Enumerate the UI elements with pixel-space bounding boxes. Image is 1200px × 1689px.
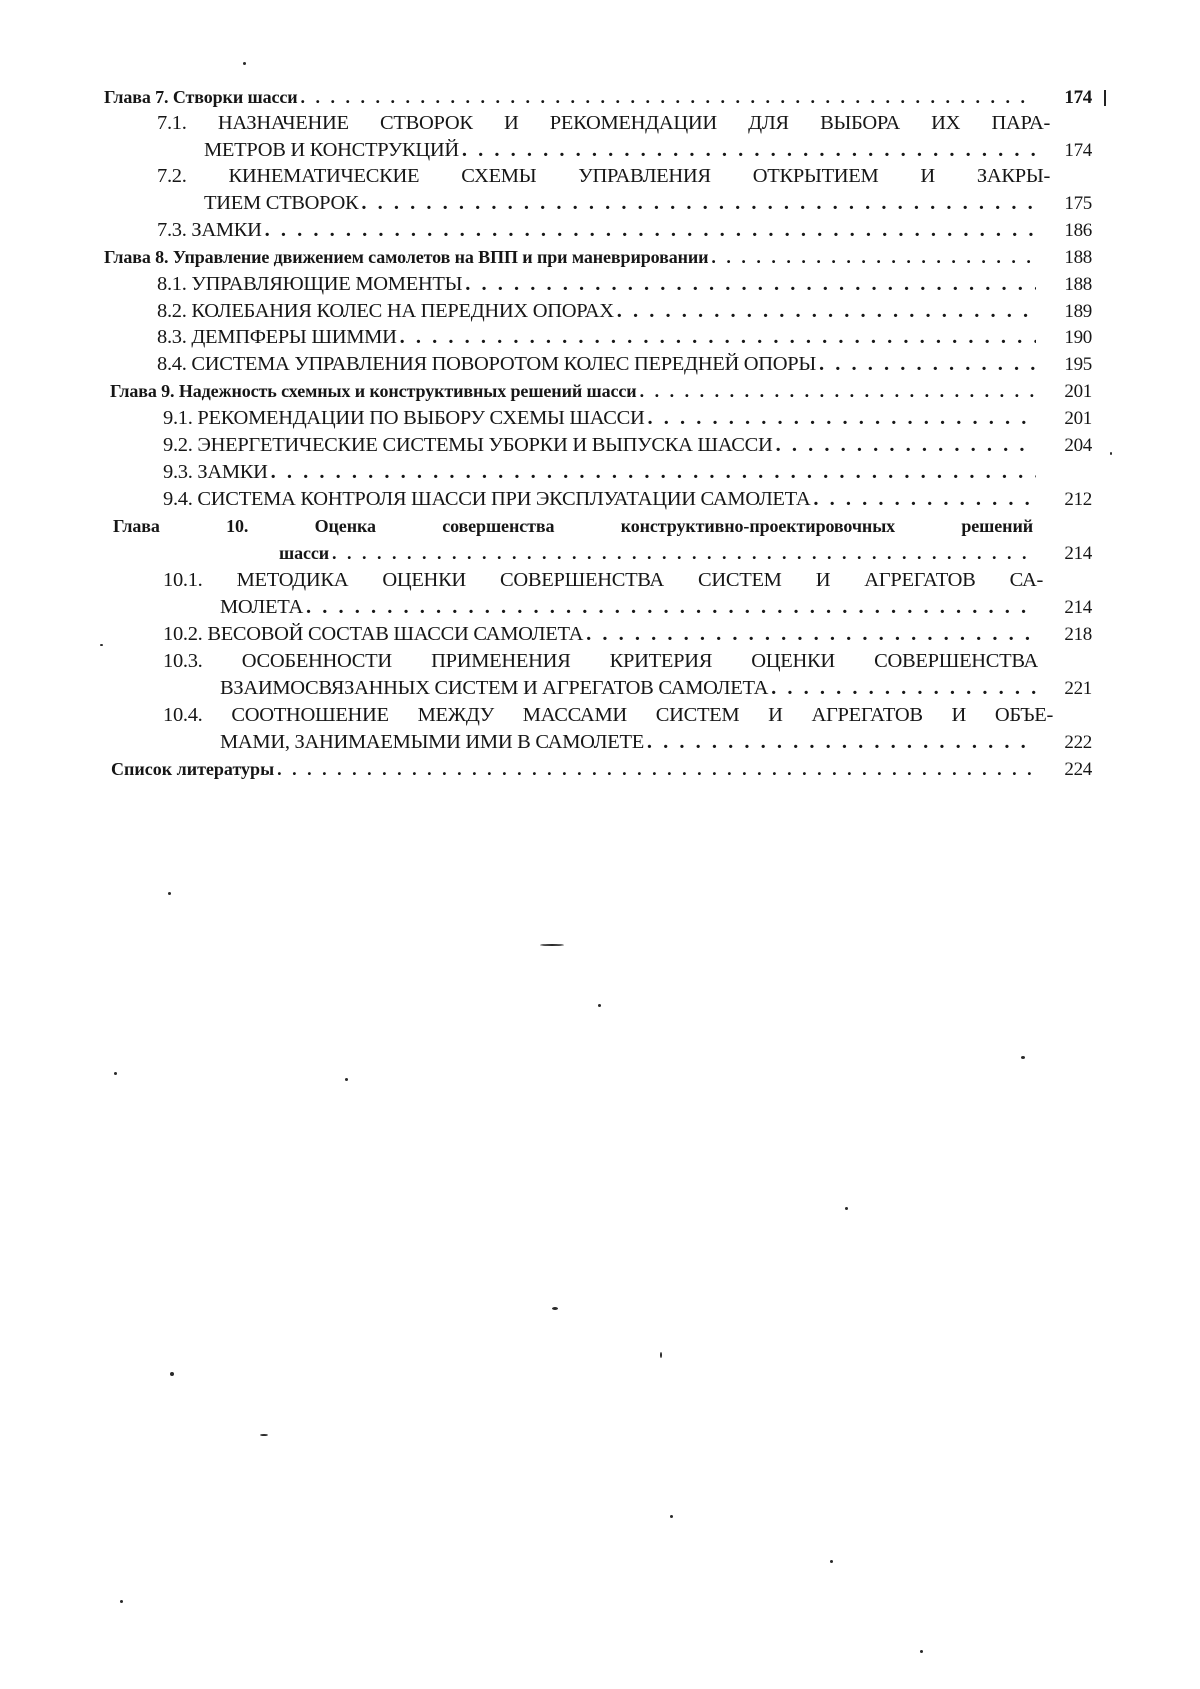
toc-page-number: 190 — [1064, 327, 1092, 348]
toc-entry-title: 8.1. УПРАВЛЯЮЩИЕ МОМЕНТЫ — [157, 273, 463, 295]
toc-entry-title: 7.1. НАЗНАЧЕНИЕ СТВОРОК И РЕКОМЕНДАЦИИ ДЛЯ ВЫБОРА ИХ ПАРА- — [157, 112, 1050, 134]
toc-bibliography — [111, 757, 1039, 783]
toc-section-10-3-line-2 — [220, 676, 1039, 702]
toc-section-7-3 — [157, 218, 1039, 244]
toc-page-number: 212 — [1064, 489, 1092, 510]
toc-entry-title: 8.2. КОЛЕБАНИЯ КОЛЕС НА ПЕРЕДНИХ ОПОРАХ — [157, 300, 614, 322]
scan-speck — [660, 1352, 662, 1358]
toc-section-10-1-line-2 — [220, 595, 1039, 621]
toc-page-number: 186 — [1064, 220, 1092, 241]
dot-leader — [819, 352, 1036, 377]
dot-leader — [465, 272, 1036, 297]
scan-speck — [830, 1560, 833, 1563]
toc-entry-title: ВЗАИМОСВЯЗАННЫХ СИСТЕМ И АГРЕГАТОВ САМОЛЕТА — [220, 677, 769, 699]
dot-leader — [271, 460, 1036, 485]
scan-speck — [598, 1004, 601, 1007]
scan-speck — [243, 62, 246, 65]
toc-chapter-10-line-2 — [279, 541, 1039, 567]
toc-entry-title: 10.4. СООТНОШЕНИЕ МЕЖДУ МАССАМИ СИСТЕМ И АГРЕГАТОВ И ОБЪЕ- — [163, 704, 1053, 726]
toc-page-number: 188 — [1064, 274, 1092, 295]
toc-page-number: 204 — [1064, 435, 1092, 456]
scan-speck — [168, 892, 171, 895]
toc-entry-title: МЕТРОВ И КОНСТРУКЦИЙ — [204, 139, 459, 161]
toc-entry-title: МАМИ, ЗАНИМАЕМЫМИ ИМИ В САМОЛЕТЕ — [220, 731, 644, 753]
toc-section-10-1-line-1 — [163, 568, 1043, 594]
scan-mark — [1104, 90, 1106, 106]
toc-entry-title: 10.2. ВЕСОВОЙ СОСТАВ ШАССИ САМОЛЕТА — [163, 623, 584, 645]
toc-entry-title: 8.4. СИСТЕМА УПРАВЛЕНИЯ ПОВОРОТОМ КОЛЕС ПЕРЕДНЕЙ ОПОРЫ — [157, 353, 816, 375]
dot-leader — [277, 757, 1036, 782]
toc-entry-title: 10.1. МЕТОДИКА ОЦЕНКИ СОВЕРШЕНСТВА СИСТЕМ И АГРЕГАТОВ СА- — [163, 569, 1043, 591]
dot-leader — [647, 730, 1036, 755]
dot-leader — [265, 218, 1036, 243]
dot-leader — [361, 191, 1036, 216]
toc-page-number: 175 — [1064, 193, 1092, 214]
toc-entry-title: 7.3. ЗАМКИ — [157, 219, 262, 241]
dot-leader — [462, 138, 1036, 163]
toc-entry-title: Список литературы — [111, 759, 275, 779]
scan-speck — [540, 944, 564, 946]
scan-speck — [1110, 452, 1112, 455]
dot-leader — [813, 487, 1036, 512]
toc-entry-title: 9.4. СИСТЕМА КОНТРОЛЯ ШАССИ ПРИ ЭКСПЛУАТАЦИИ САМОЛЕТА — [163, 488, 811, 510]
toc-section-10-3-line-1 — [163, 649, 1038, 675]
dot-leader — [648, 406, 1036, 431]
toc-entry-title: 9.2. ЭНЕРГЕТИЧЕСКИЕ СИСТЕМЫ УБОРКИ И ВЫПУСКА ШАССИ — [163, 434, 773, 456]
toc-section-9-4 — [163, 487, 1039, 513]
toc-page-number: 201 — [1064, 381, 1092, 402]
toc-page-number: 201 — [1064, 408, 1092, 429]
toc-entry-title: Глава 10. Оценка совершенства конструктивно-проектировочных решений — [113, 516, 1033, 536]
toc-section-7-2-line-2 — [204, 191, 1039, 217]
toc-page-number: 214 — [1064, 543, 1092, 564]
scan-speck — [260, 1434, 268, 1436]
toc-entry-title: Глава 7. Створки шасси — [104, 87, 298, 107]
toc-section-9-3 — [163, 460, 1039, 486]
dot-leader — [301, 85, 1036, 110]
toc-section-8-2 — [157, 299, 1039, 325]
toc-page-number: 224 — [1064, 759, 1092, 780]
dot-leader — [617, 299, 1036, 324]
toc-page-number: 188 — [1064, 247, 1092, 268]
scan-speck — [845, 1207, 848, 1210]
toc-entry-title: 9.1. РЕКОМЕНДАЦИИ ПО ВЫБОРУ СХЕМЫ ШАССИ — [163, 407, 645, 429]
toc-page-number: 214 — [1064, 597, 1092, 618]
toc-section-10-4-line-1 — [163, 703, 1053, 729]
dot-leader — [776, 433, 1036, 458]
dot-leader — [586, 622, 1036, 647]
toc-entry-title: 8.3. ДЕМПФЕРЫ ШИММИ — [157, 326, 397, 348]
scan-speck — [120, 1600, 123, 1603]
toc-chapter-10-line-1 — [113, 514, 1033, 540]
toc-section-8-1 — [157, 272, 1039, 298]
toc-chapter-7 — [104, 85, 1039, 111]
toc-page-number: 222 — [1064, 732, 1092, 753]
toc-page-number: 218 — [1064, 624, 1092, 645]
toc-page-number: 195 — [1064, 354, 1092, 375]
scan-speck — [170, 1372, 174, 1376]
toc-entry-title: 10.3. ОСОБЕННОСТИ ПРИМЕНЕНИЯ КРИТЕРИЯ ОЦЕНКИ СОВЕРШЕНСТВА — [163, 650, 1038, 672]
toc-section-8-4 — [157, 352, 1039, 378]
toc-entry-title: шасси — [279, 543, 330, 563]
dot-leader — [400, 325, 1036, 350]
toc-section-9-2 — [163, 433, 1039, 459]
dot-leader — [306, 595, 1036, 620]
toc-page-number: 221 — [1064, 678, 1092, 699]
dot-leader — [711, 245, 1036, 270]
scan-speck — [1021, 1056, 1025, 1059]
toc-section-10-2 — [163, 622, 1039, 648]
toc-entry-title: 9.3. ЗАМКИ — [163, 461, 268, 483]
scan-speck — [114, 1072, 117, 1075]
toc-page-number: 189 — [1064, 301, 1092, 322]
toc-entry-title: МОЛЕТА — [220, 596, 303, 618]
toc-page-number: 174 — [1064, 87, 1092, 108]
toc-entry-title: 7.2. КИНЕМАТИЧЕСКИЕ СХЕМЫ УПРАВЛЕНИЯ ОТКРЫТИЕМ И ЗАКРЫ- — [157, 165, 1050, 187]
dot-leader — [640, 379, 1036, 404]
toc-section-8-3 — [157, 325, 1039, 351]
toc-chapter-9 — [110, 379, 1039, 405]
toc-entry-title: Глава 8. Управление движением самолетов на ВПП и при маневрировании — [104, 247, 709, 267]
dot-leader — [771, 676, 1036, 701]
toc-section-9-1 — [163, 406, 1039, 432]
toc-chapter-8 — [104, 245, 1039, 271]
toc-section-7-1-line-2 — [204, 138, 1039, 164]
table-of-contents — [0, 0, 1200, 820]
toc-section-10-4-line-2 — [220, 730, 1039, 756]
toc-entry-title: Глава 9. Надежность схемных и конструктивных решений шасси — [110, 381, 637, 401]
toc-section-7-1-line-1 — [157, 111, 1050, 137]
dot-leader — [332, 541, 1036, 566]
scan-speck — [552, 1307, 558, 1310]
toc-entry-title: ТИЕМ СТВОРОК — [204, 192, 359, 214]
toc-section-7-2-line-1 — [157, 164, 1050, 190]
scan-speck — [345, 1078, 348, 1081]
scan-speck — [670, 1515, 673, 1518]
scan-speck — [920, 1650, 923, 1653]
toc-page-number: 174 — [1064, 140, 1092, 161]
scan-speck — [100, 644, 103, 646]
